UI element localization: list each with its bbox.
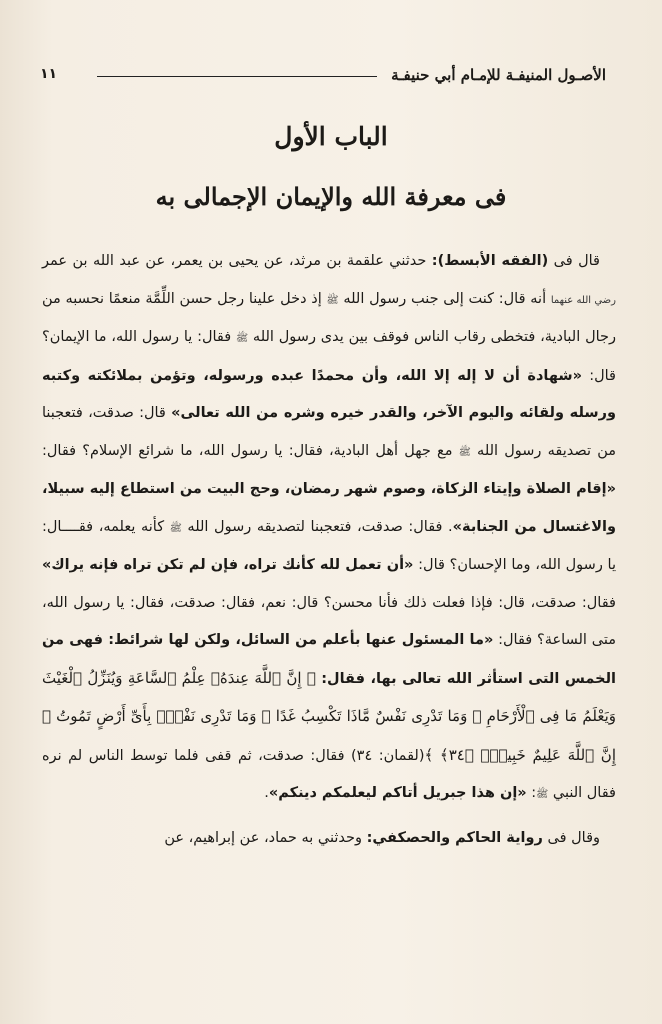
source-title: رواية الحاكم والحصكفي: [366, 829, 543, 846]
salawat-symbol: ﷺ [326, 294, 339, 306]
paragraph-second-narration [42, 820, 616, 858]
radiallahu-honorific: رضي الله عنهما [550, 294, 616, 306]
text-run: إذ دخل علينا رجل حسن اللِّمَّة منعمًا نحسبه من رجال البادية، فتخطى رقاب الناس فوقف بين يدى رسول الله [42, 290, 616, 345]
salawat-symbol: ﷺ [536, 789, 549, 800]
salawat-symbol: ﷺ [236, 333, 249, 344]
running-header [40, 50, 606, 84]
text-run: قال فى [548, 253, 600, 269]
text-run: وقال فى [542, 829, 600, 846]
prophet-quote: «إن هذا جبريل أتاكم ليعلمكم دينكم» [268, 785, 527, 801]
salawat-symbol: ﷺ [169, 522, 182, 534]
prophet-quote: «ما المسئول عنها بأعلم من السائل، ولكن لها شرائط: فهى من الخمس التى استأثر الله تعالى بها، فقال: [42, 632, 617, 687]
source-title: (الفقه الأبسط): [431, 253, 549, 269]
text-run: كأنه يعلمه، فقــــال: يا رسول الله، وما الإحسان؟ قال: [42, 518, 616, 573]
text-run: : [526, 785, 537, 801]
page-number: ١١ [40, 66, 58, 82]
prophet-quote: «أن تعمل لله كأنك تراه، فإن لم تكن تراه فإنه يراك» [42, 557, 414, 573]
text-run: (لقمان: ٣٤) فقال: صدقت، ثم قفى فلما توسط الناس لم نره فقال النبي [42, 747, 616, 801]
text-run: أنه قال: كنت إلى جنب رسول الله [338, 290, 551, 307]
text-run: قال: صدقت، فتعجبنا من تصديقه رسول الله [42, 405, 616, 459]
text-run: . [264, 785, 269, 801]
running-title: الأصـول المنيفـة للإمـام أبي حنيفـة [391, 66, 606, 84]
salawat-symbol: ﷺ [458, 446, 471, 458]
chapter-title: الباب الأول [274, 122, 388, 151]
prophet-quote: «شهادة أن لا إله إلا الله، وأن محمدًا عبده ورسوله، وتؤمن بملائكته وكتبه ورسله ولقائه واليوم الآخر، والقدر خيره وشره من الله تعالى» [42, 367, 617, 421]
text-run: فقال: يا رسول الله، ما الإيمان؟ قال: [42, 329, 616, 384]
prophet-quote: «إقام الصلاة وإيتاء الزكاة، وصوم شهر رمضان، وحج البيت من استطاع إليه سبيلا، والاغتسال من الجنابة» [42, 481, 616, 535]
header-rule [97, 76, 377, 77]
text-run: . فقال: صدقت، فتعجبنا لتصديقه رسول الله [181, 518, 453, 535]
paragraph-hadith [42, 243, 616, 814]
text-run: وحدثني به حماد، عن إبراهيم، عن [164, 829, 367, 846]
text-run: مع جهل أهل البادية، فقال: يا رسول الله، ما شرائع الإسلام؟ فقال: [42, 442, 459, 459]
section-title: فى معرفة الله والإيمان الإجمالى به [155, 182, 507, 211]
quran-verse: ﴿ إِنَّ ٱللَّهَ عِندَهُۥ عِلْمُ ٱلسَّاعَةِ وَيُنَزِّلُ ٱلْغَيْثَ وَيَعْلَمُ مَا فِى ٱلْأَرْحَامِ ۖ وَمَا تَدْرِى نَفْسٌ مَّاذَا تَكْسِبُ غَدًا ۖ وَمَا تَدْرِى نَفْسٌۢ بِأَىِّ أَرْضٍ تَمُوتُ ۚ إِنَّ ٱللَّهَ عَلِيمٌ خَبِيرٌۢ ﴿٣٤﴾ ﴾ [42, 668, 616, 764]
body-text [42, 243, 616, 857]
text-run: حدثني علقمة بن مرثد، عن يحيى بن يعمر، عن عبد الله بن عمر [42, 253, 432, 269]
text-run: فقال: صدقت، قال: فإذا فعلت ذلك فأنا محسن؟ قال: نعم، فقال: صدقت، فقال: يا رسول الله، متى الساعة؟ فقال: [42, 594, 616, 648]
